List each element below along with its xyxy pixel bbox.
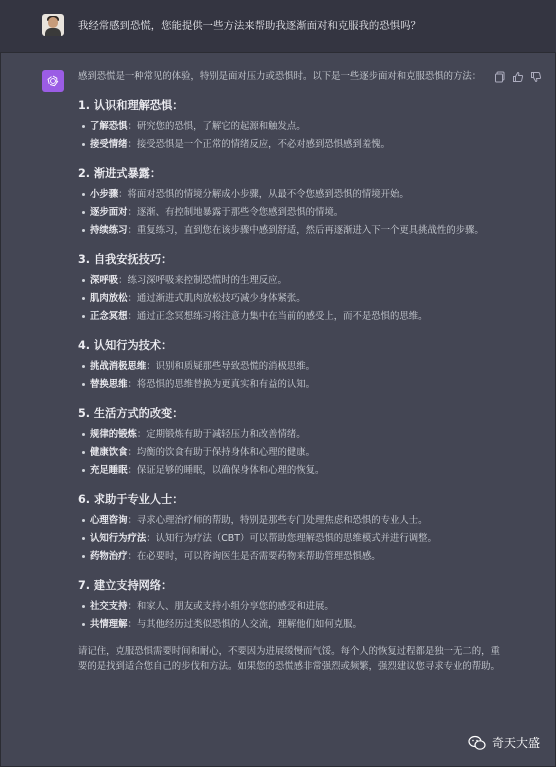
list-item-term: 肌肉放松 [90, 293, 128, 304]
list-item [82, 187, 508, 202]
list-item-text: ：接受恐惧是一个正常的情绪反应，不必对感到恐惧感到羞愧。 [127, 139, 391, 150]
list-item-term: 小步骤 [90, 189, 119, 200]
user-message-row [0, 0, 556, 53]
list-item [82, 599, 508, 614]
list-item-text: ：在必要时，可以咨询医生是否需要药物来帮助管理恐惧感。 [127, 551, 381, 562]
section-list [78, 599, 508, 632]
watermark [468, 734, 540, 751]
list-item-term: 正念冥想 [90, 311, 128, 322]
list-item [82, 205, 508, 220]
list-item-term: 深呼吸 [90, 275, 119, 286]
list-item [82, 119, 508, 134]
section-list [78, 273, 508, 324]
list-item [82, 427, 508, 442]
list-item-term: 健康饮食 [90, 447, 128, 458]
openai-swirl-icon [46, 74, 60, 88]
list-item [82, 223, 508, 238]
list-item [82, 291, 508, 306]
user-message-text: 我经常感到恐慌，您能提供一些方法来帮助我逐渐面对和克服我的恐惧吗？ [78, 20, 421, 32]
response-intro: 感到恐慌是一种常见的体验，特别是面对压力或恐惧时。以下是一些逐步面对和克服恐惧的方法： [78, 71, 482, 82]
chatgpt-logo-icon [42, 70, 64, 92]
list-item-term: 逐步面对 [90, 207, 128, 218]
list-item [82, 359, 508, 374]
list-item-term: 规律的锻炼 [90, 429, 137, 440]
list-item-text: ：通过正念冥想练习将注意力集中在当前的感受上，而不是恐惧的思维。 [127, 311, 428, 322]
response-closing: 请记住，克服恐惧需要时间和耐心，不要因为进展缓慢而气馁。每个人的恢复过程都是独一无二的，重要的是找到适合您自己的步伐和方法。如果您的恐慌感非常强烈或频繁，强烈建议您寻求专业的帮助。 [78, 646, 500, 672]
list-item-term: 替换思维 [90, 379, 128, 390]
list-item-text: ：将恐惧的思维替换为更真实和有益的认知。 [127, 379, 316, 390]
section-heading: 6. 求助于专业人士： [78, 493, 184, 506]
list-item-term: 心理咨询 [90, 515, 128, 526]
list-item [82, 531, 508, 546]
list-item-text: ：定期锻炼有助于减轻压力和改善情绪。 [136, 429, 306, 440]
avatar-body [45, 28, 61, 36]
section-heading: 4. 认知行为技术： [78, 339, 173, 352]
list-item-term: 药物治疗 [90, 551, 128, 562]
list-item-term: 接受情绪 [90, 139, 128, 150]
section-list [78, 513, 508, 564]
user-avatar [42, 14, 64, 36]
watermark-text: 奇天大盛 [491, 736, 540, 750]
list-item-text: ：通过渐进式肌肉放松技巧减少身体紧张。 [127, 293, 306, 304]
list-item [82, 617, 508, 632]
list-item-term: 挑战消极思维 [90, 361, 147, 372]
list-item-text: ：寻求心理治疗师的帮助，特别是那些专门处理焦虑和恐惧的专业人士。 [127, 515, 428, 526]
list-item-text: ：认知行为疗法（CBT）可以帮助您理解恐惧的思维模式并进行调整。 [146, 533, 437, 544]
list-item-text: ：识别和质疑那些导致恐慌的消极思维。 [146, 361, 316, 372]
section-list [78, 427, 508, 478]
list-item [82, 445, 508, 460]
section-heading: 2. 渐进式暴露： [78, 167, 162, 180]
list-item [82, 273, 508, 288]
list-item-text: ：逐渐、有控制地暴露于那些令您感到恐惧的情境。 [127, 207, 344, 218]
wechat-icon [468, 735, 486, 751]
section-heading: 7. 建立支持网络： [78, 579, 173, 592]
section-heading: 1. 认识和理解恐惧： [78, 99, 184, 112]
list-item [82, 549, 508, 564]
section-heading: 5. 生活方式的改变： [78, 407, 184, 420]
assistant-response [78, 69, 508, 680]
thumbs-up-icon[interactable] [512, 68, 524, 80]
list-item-text: ：重复练习，直到您在该步骤中感到舒适，然后再逐渐进入下一个更具挑战性的步骤。 [127, 225, 484, 236]
avatar-face [48, 17, 58, 28]
list-item [82, 463, 508, 478]
list-item-text: ：均衡的饮食有助于保持身体和心理的健康。 [127, 447, 316, 458]
section-heading: 3. 自我安抚技巧： [78, 253, 173, 266]
list-item [82, 377, 508, 392]
list-item-term: 了解恐惧 [90, 121, 128, 132]
list-item-text: ：研究您的恐惧，了解它的起源和触发点。 [127, 121, 306, 132]
list-item-term: 持续练习 [90, 225, 128, 236]
list-item-term: 充足睡眠 [90, 465, 128, 476]
section-list [78, 359, 508, 392]
list-item-term: 认知行为疗法 [90, 533, 147, 544]
list-item-text: ：将面对恐惧的情境分解成小步骤，从最不令您感到恐惧的情境开始。 [118, 189, 409, 200]
response-sections [78, 98, 508, 632]
section-list [78, 187, 508, 238]
list-item-term: 社交支持 [90, 601, 128, 612]
list-item-text: ：与其他经历过类似恐惧的人交流，理解他们如何克服。 [127, 619, 362, 630]
list-item-text: ：保证足够的睡眠，以确保身体和心理的恢复。 [127, 465, 325, 476]
list-item-term: 共情理解 [90, 619, 128, 630]
thumbs-down-icon[interactable] [530, 68, 542, 80]
list-item [82, 513, 508, 528]
list-item [82, 309, 508, 324]
list-item [82, 137, 508, 152]
list-item-text: ：和家人、朋友或支持小组分享您的感受和进展。 [127, 601, 334, 612]
list-item-text: ：练习深呼吸来控制恐慌时的生理反应。 [118, 275, 287, 286]
section-list [78, 119, 508, 152]
